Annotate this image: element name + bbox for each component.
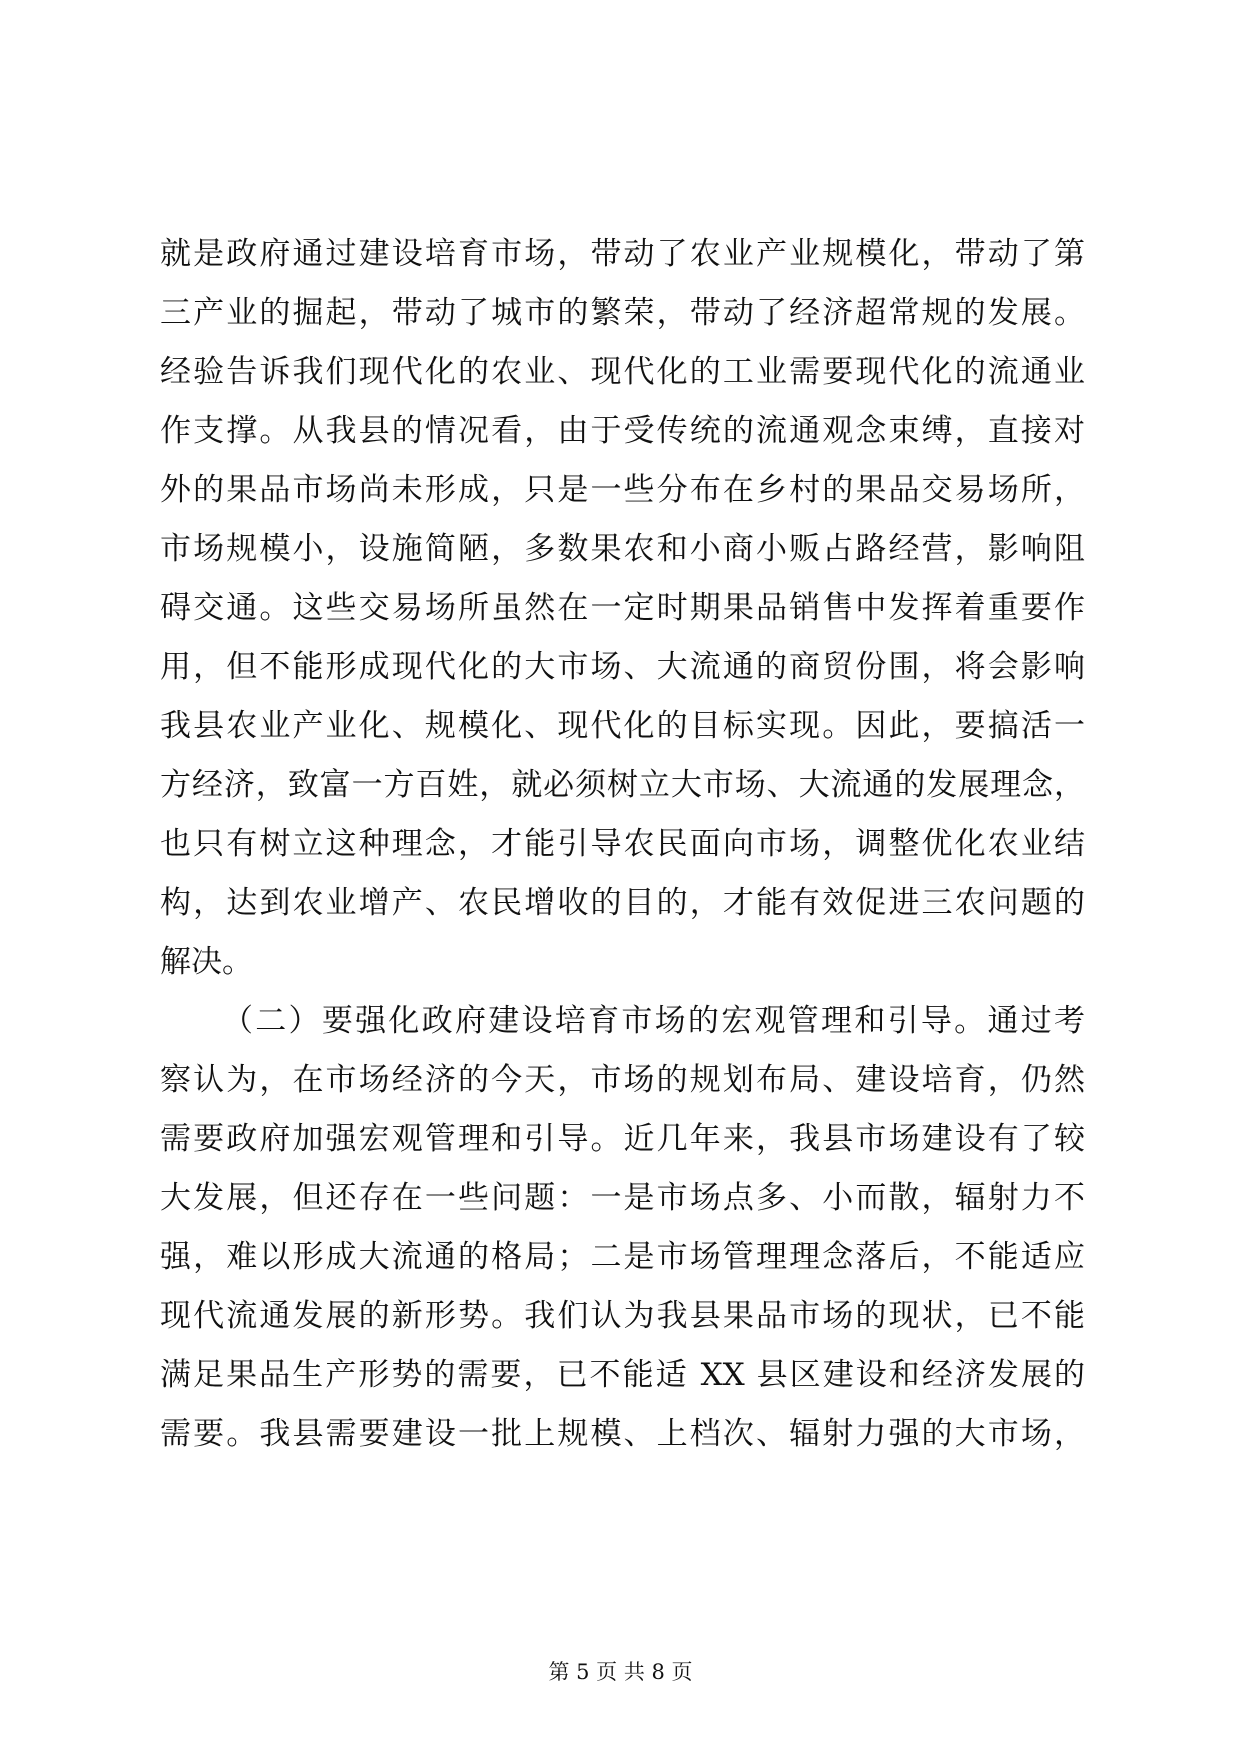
text-line: 用，但不能形成现代化的大市场、大流通的商贸份围，将会影响 (160, 649, 1085, 685)
text-line: 也只有树立这种理念，才能引导农民面向市场，调整优化农业结 (160, 826, 1085, 862)
text-line: 我县农业产业化、规模化、现代化的目标实现。因此，要搞活一 (160, 708, 1085, 744)
text-line: 察认为，在市场经济的今天，市场的规划布局、建设培育，仍然 (160, 1062, 1085, 1098)
paragraph-1 (160, 225, 1085, 992)
text-line: 强，难以形成大流通的格局；二是市场管理理念落后，不能适应 (160, 1239, 1085, 1275)
text-line: 经验告诉我们现代化的农业、现代化的工业需要现代化的流通业 (160, 354, 1085, 390)
text-line: 需要政府加强宏观管理和引导。近几年来，我县市场建设有了较 (160, 1121, 1085, 1157)
text-line: 现代流通发展的新形势。我们认为我县果品市场的现状，已不能 (160, 1298, 1085, 1334)
text-line: 外的果品市场尚未形成，只是一些分布在乡村的果品交易场所， (160, 472, 1085, 508)
text-line: 作支撑。从我县的情况看，由于受传统的流通观念束缚，直接对 (160, 413, 1085, 449)
text-line: 碍交通。这些交易场所虽然在一定时期果品销售中发挥着重要作 (160, 590, 1085, 626)
body-text (160, 225, 1085, 1464)
text-line: 满足果品生产形势的需要，已不能适 XX 县区建设和经济发展的 (160, 1357, 1085, 1393)
page-number-footer: 第 5 页 共 8 页 (548, 1660, 693, 1684)
text-line: 大发展，但还存在一些问题：一是市场点多、小而散，辐射力不 (160, 1180, 1085, 1216)
text-line: （二）要强化政府建设培育市场的宏观管理和引导。通过考 (222, 1003, 1085, 1039)
text-line: 方经济，致富一方百姓，就必须树立大市场、大流通的发展理念， (160, 767, 1085, 803)
paragraph-2 (160, 992, 1085, 1464)
text-line: 构，达到农业增产、农民增收的目的，才能有效促进三农问题的 (160, 885, 1085, 921)
text-line: 就是政府通过建设培育市场，带动了农业产业规模化，带动了第 (160, 236, 1085, 272)
text-line: 解决。 (160, 944, 253, 980)
text-line: 市场规模小，设施简陋，多数果农和小商小贩占路经营，影响阻 (160, 531, 1085, 567)
text-line: 三产业的掘起，带动了城市的繁荣，带动了经济超常规的发展。 (160, 295, 1085, 331)
text-line: 需要。我县需要建设一批上规模、上档次、辐射力强的大市场， (160, 1416, 1085, 1452)
